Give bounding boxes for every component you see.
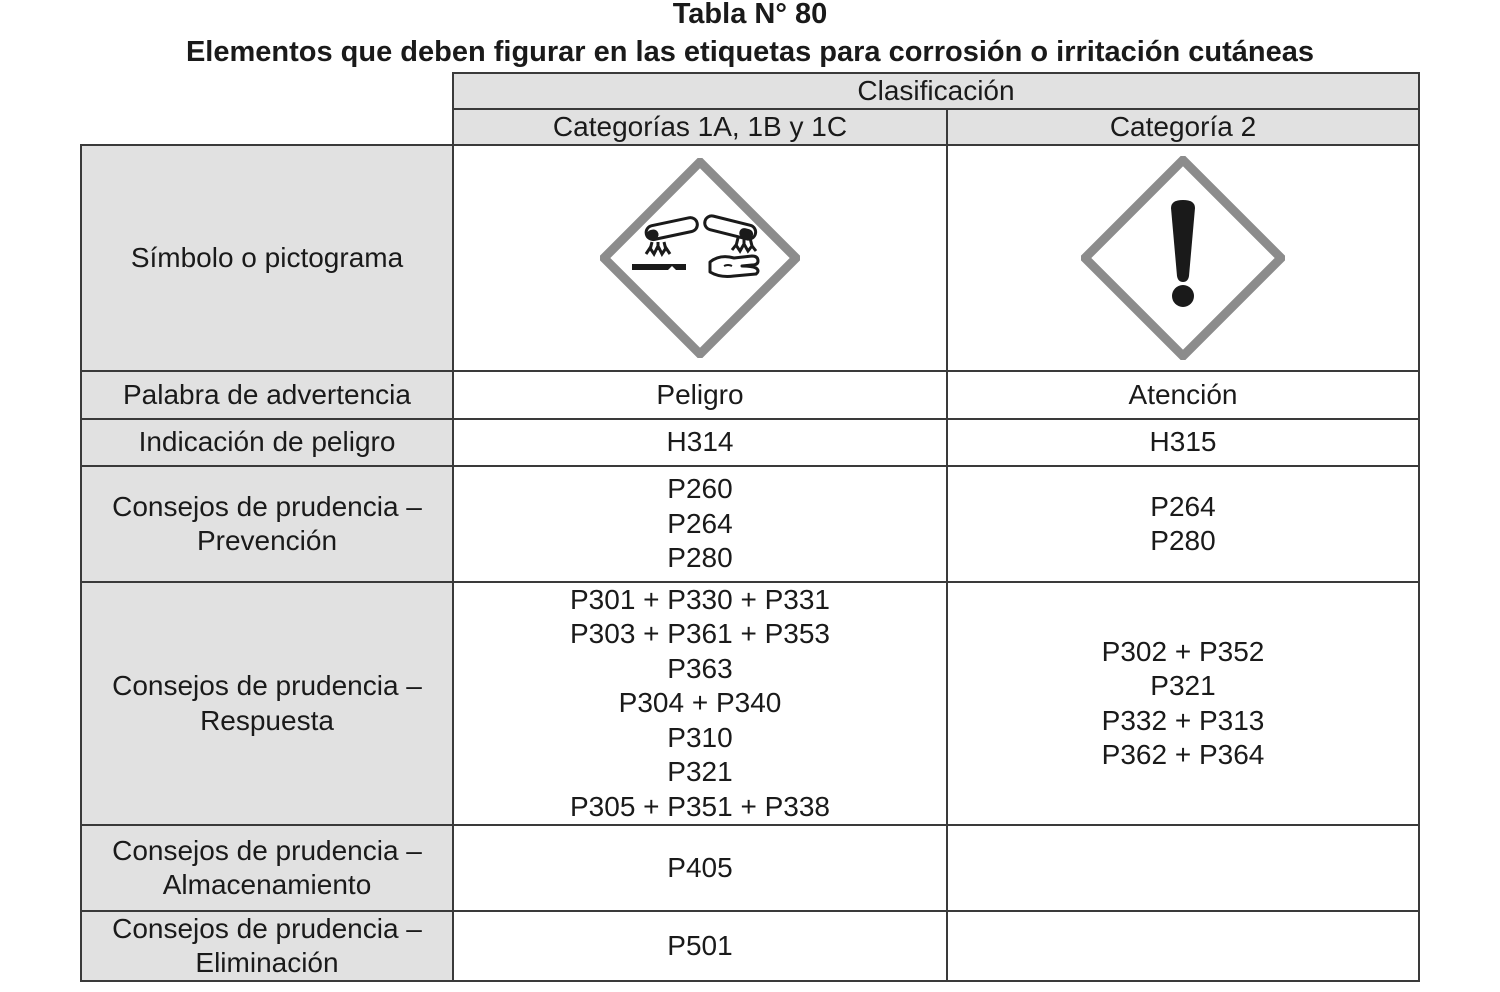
precaution-code: P362 + P364 bbox=[1101, 739, 1265, 770]
precaution-code: P264 bbox=[667, 507, 733, 539]
cell-disposal-cat1 bbox=[452, 910, 948, 982]
row-label-text: Consejos de prudencia – bbox=[112, 670, 422, 701]
row-label-prevention bbox=[80, 465, 454, 583]
precaution-code: P321 bbox=[1150, 670, 1216, 701]
row-label-text: Consejos de prudencia – bbox=[112, 834, 422, 866]
header-category-1 bbox=[452, 108, 948, 146]
cell-text: Peligro bbox=[656, 378, 744, 410]
row-label-text: Símbolo o pictograma bbox=[130, 241, 404, 273]
row-label-symbol bbox=[80, 144, 454, 372]
precaution-code: P302 + P352 bbox=[1101, 635, 1265, 667]
precaution-code: P321 bbox=[667, 756, 733, 788]
cell-symbol-cat1 bbox=[452, 144, 948, 372]
precaution-code: P363 bbox=[667, 652, 733, 684]
cell-hazard-cat1 bbox=[452, 418, 948, 467]
row-label-text: Indicación de peligro bbox=[138, 426, 396, 458]
cell-prevention-cat1 bbox=[452, 465, 948, 583]
table-caption-title: Elementos que deben figurar en las etiquetas para corrosión o irritación cutáneas bbox=[185, 36, 1315, 68]
cell-storage-cat1 bbox=[452, 824, 948, 912]
row-label-text: Eliminación bbox=[195, 947, 339, 978]
row-label-signal-word bbox=[80, 370, 454, 420]
cell-signal-cat1 bbox=[452, 370, 948, 420]
exclamation-pictogram-icon bbox=[1081, 156, 1285, 360]
row-label-text: Respuesta bbox=[200, 704, 334, 736]
cell-prevention-cat2 bbox=[946, 465, 1420, 583]
precaution-code: P332 + P313 bbox=[1101, 704, 1265, 736]
cell-text: H314 bbox=[666, 426, 734, 458]
cell-signal-cat2 bbox=[946, 370, 1420, 420]
header-category-2-text: Categoría 2 bbox=[1109, 110, 1257, 142]
row-label-disposal bbox=[80, 910, 454, 982]
cell-text: H315 bbox=[1149, 426, 1217, 458]
cell-response-cat1 bbox=[452, 581, 948, 826]
row-label-text: Consejos de prudencia – bbox=[112, 490, 422, 522]
precaution-code: P305 + P351 + P338 bbox=[570, 790, 830, 822]
row-label-hazard bbox=[80, 418, 454, 467]
cell-storage-cat2 bbox=[946, 824, 1420, 912]
row-label-storage bbox=[80, 824, 454, 912]
precaution-code: P303 + P361 + P353 bbox=[570, 618, 830, 650]
cell-response-cat2 bbox=[946, 581, 1420, 826]
precaution-code: P501 bbox=[667, 929, 733, 961]
row-label-text: Prevención bbox=[196, 525, 338, 556]
precaution-code: P405 bbox=[667, 851, 733, 883]
precaution-code: P280 bbox=[1150, 525, 1216, 556]
precaution-code: P264 bbox=[1150, 490, 1216, 522]
precaution-code: P304 + P340 bbox=[618, 687, 782, 719]
row-label-text: Almacenamiento bbox=[162, 869, 372, 900]
table-number-title: Tabla N° 80 bbox=[672, 0, 828, 30]
precaution-code: P301 + P330 + P331 bbox=[570, 583, 830, 615]
corrosion-pictogram-icon bbox=[600, 158, 800, 358]
header-category-1-text: Categorías 1A, 1B y 1C bbox=[552, 110, 848, 142]
cell-symbol-cat2 bbox=[946, 144, 1420, 372]
cell-text: Atención bbox=[1128, 378, 1238, 410]
row-label-text: Palabra de advertencia bbox=[123, 378, 411, 410]
precaution-code: P280 bbox=[667, 542, 733, 574]
row-label-response bbox=[80, 581, 454, 826]
precaution-code: P260 bbox=[667, 473, 733, 505]
header-category-2 bbox=[946, 108, 1420, 146]
header-classification-text: Clasificación bbox=[857, 74, 1015, 106]
cell-hazard-cat2 bbox=[946, 418, 1420, 467]
header-classification bbox=[452, 72, 1420, 110]
row-label-text: Consejos de prudencia – bbox=[112, 912, 422, 944]
precaution-code: P310 bbox=[667, 721, 733, 753]
cell-disposal-cat2 bbox=[946, 910, 1420, 982]
